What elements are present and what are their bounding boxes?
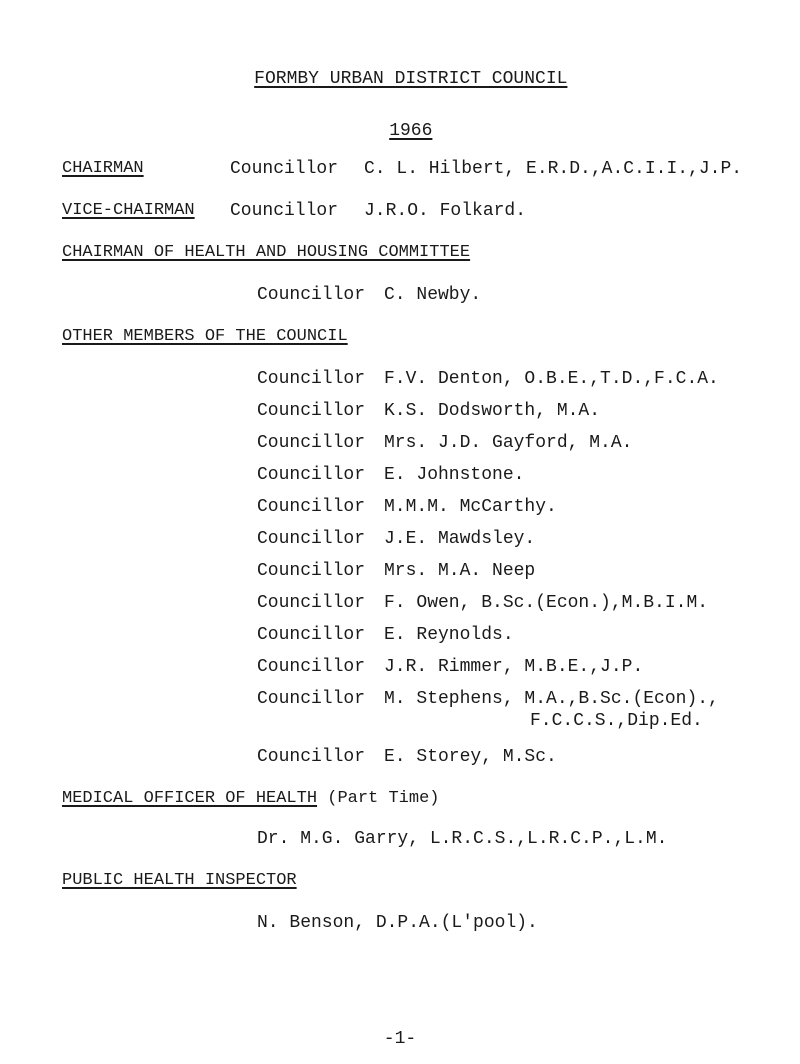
member-name: E. Johnstone.: [384, 465, 525, 485]
member-name: F. Owen, B.Sc.(Econ.),M.B.I.M.: [384, 593, 709, 613]
vice-chairman-label: VICE-CHAIRMAN: [62, 201, 195, 220]
medical-officer-heading: MEDICAL OFFICER OF HEALTH: [62, 789, 318, 808]
member-name: J.R. Rimmer, M.B.E.,J.P.: [384, 657, 644, 677]
member-name: K.S. Dodsworth, M.A.: [384, 401, 601, 421]
year-text: 1966: [389, 121, 433, 141]
member-role: Councillor: [257, 689, 366, 709]
health-inspector-heading: PUBLIC HEALTH INSPECTOR: [62, 871, 297, 890]
member-role: Councillor: [257, 401, 366, 421]
chairman-role: Councillor: [230, 159, 339, 179]
other-members-heading: OTHER MEMBERS OF THE COUNCIL: [62, 327, 348, 346]
member-name: M.M.M. McCarthy.: [384, 497, 557, 517]
vice-chairman-name: J.R.O. Folkard.: [364, 201, 527, 221]
medical-officer-heading-line: [62, 788, 439, 810]
document-title: [0, 46, 800, 90]
member-name: F.V. Denton, O.B.E.,T.D.,F.C.A.: [384, 369, 719, 389]
health-housing-role: Councillor: [257, 285, 366, 305]
title-text: FORMBY URBAN DISTRICT COUNCIL: [254, 69, 568, 89]
member-role: Councillor: [257, 657, 366, 677]
health-inspector-name: N. Benson, D.P.A.(L'pool).: [257, 913, 538, 933]
member-name: E. Storey, M.Sc.: [384, 747, 557, 767]
member-role: Councillor: [257, 433, 366, 453]
member-role: Councillor: [257, 529, 366, 549]
medical-officer-note: (Part Time): [327, 789, 440, 808]
member-role: Councillor: [257, 593, 366, 613]
chairman-name: C. L. Hilbert, E.R.D.,A.C.I.I.,J.P.: [364, 159, 743, 179]
chairman-label: CHAIRMAN: [62, 159, 144, 178]
member-name: J.E. Mawdsley.: [384, 529, 536, 549]
vice-chairman-role: Councillor: [230, 201, 339, 221]
member-role: Councillor: [257, 369, 366, 389]
member-role: Councillor: [257, 625, 366, 645]
member-role: Councillor: [257, 465, 366, 485]
health-housing-name: C. Newby.: [384, 285, 482, 305]
member-name: E. Reynolds.: [384, 625, 514, 645]
page-number: -1-: [383, 1029, 417, 1049]
health-housing-heading: CHAIRMAN OF HEALTH AND HOUSING COMMITTEE: [62, 243, 471, 262]
member-role: Councillor: [257, 747, 366, 767]
document-year: [0, 98, 800, 142]
medical-officer-name: Dr. M.G. Garry, L.R.C.S.,L.R.C.P.,L.M.: [257, 829, 668, 849]
member-name-continued: F.C.C.S.,Dip.Ed.: [530, 711, 703, 731]
member-role: Councillor: [257, 561, 366, 581]
member-role: Councillor: [257, 497, 366, 517]
member-name: Mrs. M.A. Neep: [384, 561, 536, 581]
member-name: M. Stephens, M.A.,B.Sc.(Econ).,: [384, 689, 719, 709]
member-name: Mrs. J.D. Gayford, M.A.: [384, 433, 633, 453]
